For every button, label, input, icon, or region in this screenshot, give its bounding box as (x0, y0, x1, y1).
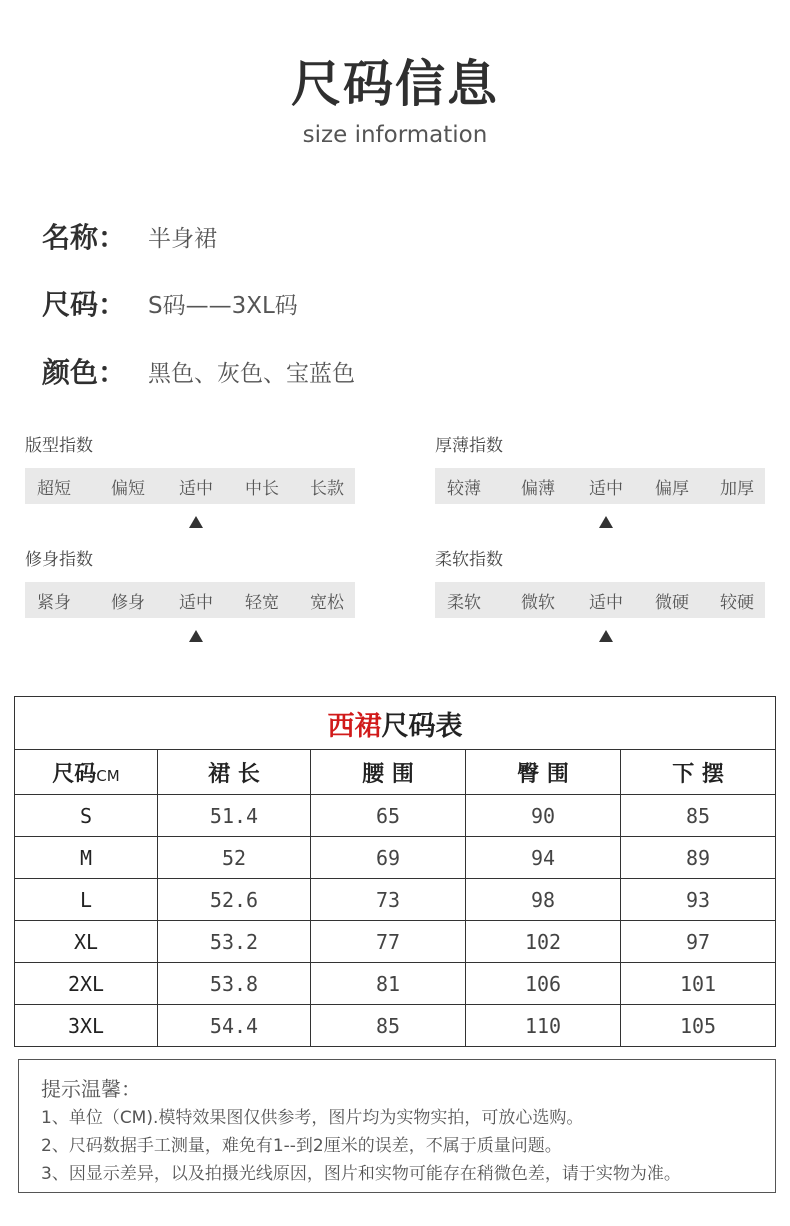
table-cell: 73 (311, 879, 466, 921)
triangle-up-icon (599, 516, 613, 528)
table-row (15, 879, 776, 921)
notes-title: 提示温馨： (41, 1077, 141, 1101)
index-option: 柔软 (447, 592, 481, 613)
size-table (14, 696, 776, 1047)
index-option: 轻宽 (245, 592, 279, 613)
index-scale (25, 468, 355, 504)
index-option: 偏厚 (655, 478, 689, 499)
table-cell: 98 (466, 879, 621, 921)
column-header: 臀 围 (466, 750, 621, 795)
page-subtitle: size information (302, 122, 488, 148)
index-option: 加厚 (720, 478, 754, 499)
index-option: 较硬 (720, 592, 754, 613)
column-header-label: 尺码 (52, 761, 97, 787)
table-cell: 53.2 (158, 921, 311, 963)
size-cell: 3XL (15, 1005, 158, 1047)
index-option: 适中 (589, 592, 623, 613)
column-header: 裙 长 (158, 750, 311, 795)
table-cell: 52.6 (158, 879, 311, 921)
index-option: 微软 (521, 592, 555, 613)
softness-index (435, 548, 765, 648)
size-cell: 2XL (15, 963, 158, 1005)
table-cell: 106 (466, 963, 621, 1005)
size-cell: M (15, 837, 158, 879)
table-row (15, 921, 776, 963)
index-title: 版型指数 (25, 436, 93, 456)
index-option: 超短 (37, 478, 71, 499)
triangle-up-icon (189, 516, 203, 528)
index-option: 修身 (111, 592, 145, 613)
size-cell: S (15, 795, 158, 837)
table-title (15, 697, 776, 750)
index-option: 较薄 (447, 478, 481, 499)
table-cell: 53.8 (158, 963, 311, 1005)
table-cell: 105 (621, 1005, 776, 1047)
info-label: 名称： (42, 221, 127, 254)
notes-box (18, 1059, 776, 1193)
info-value: 半身裙 (148, 225, 217, 252)
table-cell: 97 (621, 921, 776, 963)
notes-line: 2、尺码数据手工测量，难免有1--到2厘米的误差，不属于质量问题。 (41, 1136, 562, 1156)
table-cell: 54.4 (158, 1005, 311, 1047)
index-option: 适中 (179, 478, 213, 499)
table-title-highlight: 西裙 (327, 710, 382, 742)
info-value: S码——3XL码 (148, 292, 298, 319)
table-cell: 90 (466, 795, 621, 837)
table-cell: 52 (158, 837, 311, 879)
index-option: 适中 (589, 478, 623, 499)
info-label: 尺码： (42, 288, 127, 321)
table-row (15, 795, 776, 837)
table-header-row (15, 750, 776, 795)
index-title: 修身指数 (25, 550, 93, 570)
info-row-size (42, 283, 298, 323)
info-value: 黑色、灰色、宝蓝色 (148, 360, 355, 387)
table-cell: 85 (621, 795, 776, 837)
table-cell: 110 (466, 1005, 621, 1047)
table-cell: 77 (311, 921, 466, 963)
table-cell: 85 (311, 1005, 466, 1047)
index-option: 中长 (245, 478, 279, 499)
info-row-color (42, 351, 355, 391)
size-cell: XL (15, 921, 158, 963)
index-option: 紧身 (37, 592, 71, 613)
index-option: 长款 (310, 478, 344, 499)
triangle-up-icon (599, 630, 613, 642)
notes-line: 3、因显示差异，以及拍摄光线原因，图片和实物可能存在稍微色差，请于实物为准。 (41, 1164, 681, 1184)
fit-index (25, 434, 355, 534)
table-title-text: 尺码表 (381, 710, 463, 742)
column-header: 腰 围 (311, 750, 466, 795)
index-option: 偏薄 (521, 478, 555, 499)
info-label: 颜色： (42, 356, 127, 389)
table-row (15, 1005, 776, 1047)
table-cell: 51.4 (158, 795, 311, 837)
unit-label: CM (96, 766, 120, 785)
size-chart (14, 696, 775, 1047)
index-option: 微硬 (655, 592, 689, 613)
table-cell: 94 (466, 837, 621, 879)
index-scale (25, 582, 355, 618)
table-cell: 93 (621, 879, 776, 921)
index-option: 宽松 (310, 592, 344, 613)
notes-line: 1、单位（CM).模特效果图仅供参考，图片均为实物实拍，可放心选购。 (41, 1108, 584, 1128)
info-row-name (42, 216, 217, 256)
index-title: 厚薄指数 (435, 436, 503, 456)
index-option: 适中 (179, 592, 213, 613)
table-row (15, 963, 776, 1005)
index-option: 偏短 (111, 478, 145, 499)
size-cell: L (15, 879, 158, 921)
slim-index (25, 548, 355, 648)
table-cell: 81 (311, 963, 466, 1005)
triangle-up-icon (189, 630, 203, 642)
table-cell: 89 (621, 837, 776, 879)
table-cell: 101 (621, 963, 776, 1005)
column-header-size (15, 750, 158, 795)
column-header: 下 摆 (621, 750, 776, 795)
table-cell: 69 (311, 837, 466, 879)
index-scale (435, 468, 765, 504)
table-row (15, 837, 776, 879)
thickness-index (435, 434, 765, 534)
table-cell: 102 (466, 921, 621, 963)
table-cell: 65 (311, 795, 466, 837)
index-scale (435, 582, 765, 618)
index-title: 柔软指数 (435, 550, 503, 570)
page-title: 尺码信息 (291, 55, 499, 113)
